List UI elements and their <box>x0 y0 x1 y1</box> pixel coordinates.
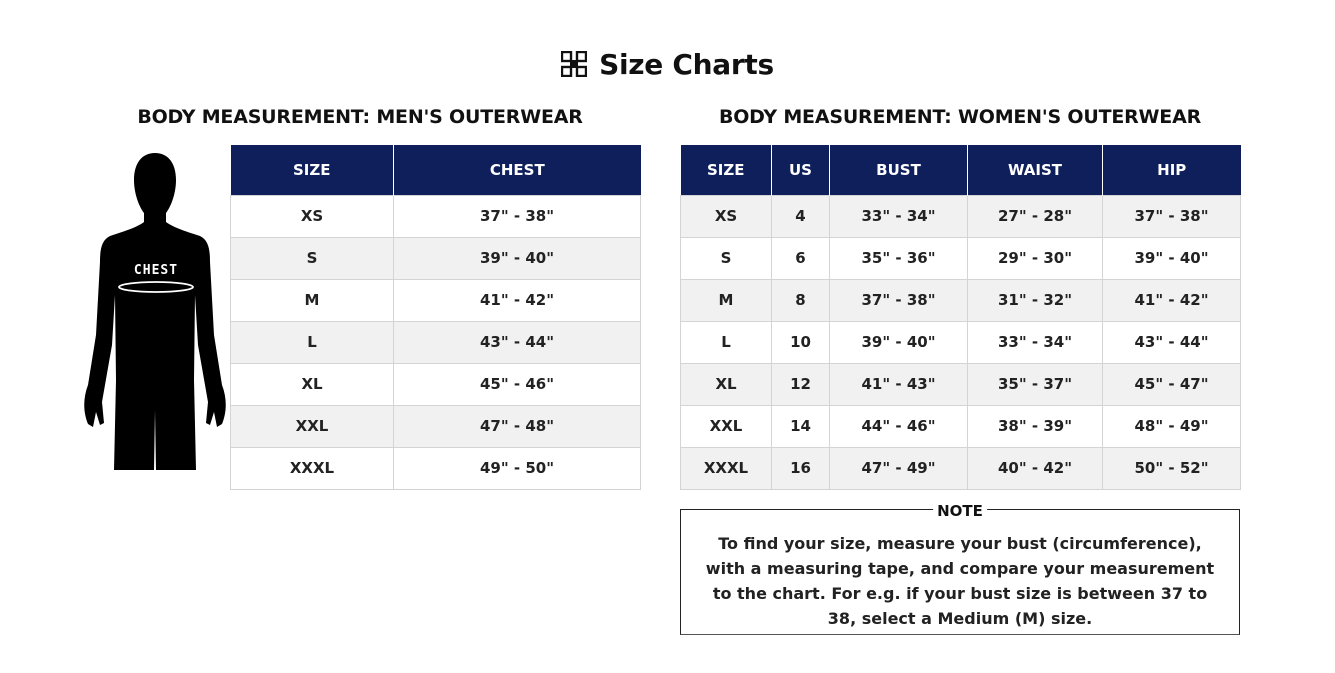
page-title-text: Size Charts <box>599 47 774 81</box>
size-cell: XL <box>681 363 772 405</box>
chest-cell: 37" - 38" <box>394 195 641 237</box>
size-cell: S <box>231 237 394 279</box>
chest-cell: 49" - 50" <box>394 447 641 489</box>
size-cell: XXXL <box>231 447 394 489</box>
table-row <box>681 321 1241 363</box>
table-row <box>231 405 641 447</box>
chest-cell: 47" - 48" <box>394 405 641 447</box>
table-row <box>681 279 1241 321</box>
table-row <box>681 195 1241 237</box>
table-row <box>231 237 641 279</box>
size-cell: XS <box>231 195 394 237</box>
us-cell: 6 <box>772 237 830 279</box>
size-cell: L <box>681 321 772 363</box>
size-chart-icon <box>561 51 587 77</box>
note-box <box>680 502 1240 635</box>
table-row <box>681 405 1241 447</box>
column-header-hip: HIP <box>1103 145 1241 195</box>
size-cell: XS <box>681 195 772 237</box>
hip-cell: 50" - 52" <box>1103 447 1241 489</box>
waist-cell: 35" - 37" <box>968 363 1103 405</box>
waist-cell: 38" - 39" <box>968 405 1103 447</box>
hip-cell: 48" - 49" <box>1103 405 1241 447</box>
column-header-waist: WAIST <box>968 145 1103 195</box>
table-header-row <box>681 145 1241 195</box>
table-row <box>231 447 641 489</box>
size-cell: XXXL <box>681 447 772 489</box>
size-cell: XXL <box>231 405 394 447</box>
size-cell: M <box>681 279 772 321</box>
bust-cell: 33" - 34" <box>830 195 968 237</box>
hip-cell: 39" - 40" <box>1103 237 1241 279</box>
bust-cell: 44" - 46" <box>830 405 968 447</box>
body-silhouette-figure <box>80 150 230 470</box>
silhouette-shape <box>84 153 226 470</box>
table-row <box>231 363 641 405</box>
chest-cell: 39" - 40" <box>394 237 641 279</box>
table-row <box>681 363 1241 405</box>
column-header-size: SIZE <box>231 145 394 195</box>
size-cell: XXL <box>681 405 772 447</box>
us-cell: 8 <box>772 279 830 321</box>
chest-label: CHEST <box>133 263 179 278</box>
us-cell: 10 <box>772 321 830 363</box>
table-header-row <box>231 145 641 195</box>
column-header-us: US <box>772 145 830 195</box>
column-header-bust: BUST <box>830 145 968 195</box>
column-header-size: SIZE <box>681 145 772 195</box>
table-row <box>231 321 641 363</box>
waist-cell: 40" - 42" <box>968 447 1103 489</box>
size-cell: M <box>231 279 394 321</box>
chest-cell: 43" - 44" <box>394 321 641 363</box>
hip-cell: 37" - 38" <box>1103 195 1241 237</box>
bust-cell: 41" - 43" <box>830 363 968 405</box>
size-cell: L <box>231 321 394 363</box>
us-cell: 4 <box>772 195 830 237</box>
chest-cell: 41" - 42" <box>394 279 641 321</box>
note-label: NOTE <box>933 502 987 520</box>
waist-cell: 31" - 32" <box>968 279 1103 321</box>
hip-cell: 41" - 42" <box>1103 279 1241 321</box>
waist-cell: 27" - 28" <box>968 195 1103 237</box>
bust-cell: 39" - 40" <box>830 321 968 363</box>
size-cell: S <box>681 237 772 279</box>
table-row <box>681 237 1241 279</box>
table-row <box>681 447 1241 489</box>
bust-cell: 47" - 49" <box>830 447 968 489</box>
column-header-chest: CHEST <box>394 145 641 195</box>
women-section-heading: BODY MEASUREMENT: WOMEN'S OUTERWEAR <box>718 106 1202 128</box>
hip-cell: 45" - 47" <box>1103 363 1241 405</box>
table-row <box>231 279 641 321</box>
hip-cell: 43" - 44" <box>1103 321 1241 363</box>
men-size-table <box>230 145 641 490</box>
waist-cell: 29" - 30" <box>968 237 1103 279</box>
bust-cell: 35" - 36" <box>830 237 968 279</box>
us-cell: 12 <box>772 363 830 405</box>
chest-cell: 45" - 46" <box>394 363 641 405</box>
us-cell: 14 <box>772 405 830 447</box>
note-text: To find your size, measure your bust (circumference), with a measuring tape, and compare your measurement to the chart. For e.g. if your bust size is between 37 to 38, select a Medium (M) size. <box>705 534 1215 628</box>
bust-cell: 37" - 38" <box>830 279 968 321</box>
table-row <box>231 195 641 237</box>
waist-cell: 33" - 34" <box>968 321 1103 363</box>
page-title <box>0 44 1335 84</box>
size-cell: XL <box>231 363 394 405</box>
us-cell: 16 <box>772 447 830 489</box>
men-section-heading: BODY MEASUREMENT: MEN'S OUTERWEAR <box>137 106 583 128</box>
women-size-table <box>680 145 1241 490</box>
